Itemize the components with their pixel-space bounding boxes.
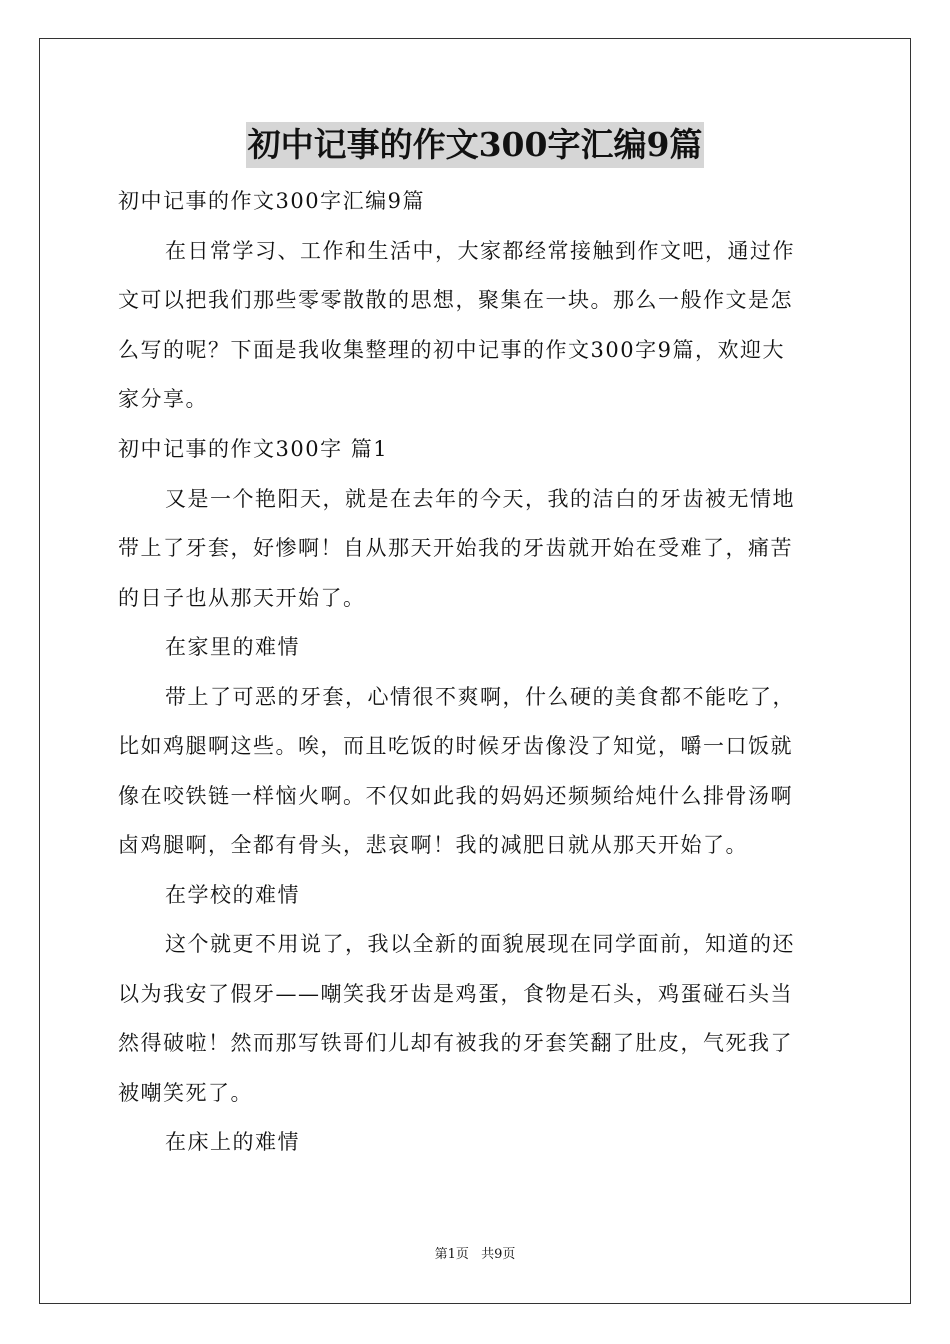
paragraph-line: 这个就更不用说了，我以全新的面貌展现在同学面前，知道的还 — [165, 932, 795, 956]
paragraph-line: 又是一个艳阳天，就是在去年的今天，我的洁白的牙齿被无情地 — [165, 487, 795, 511]
paragraph-line: 卤鸡腿啊，全都有骨头，悲哀啊！我的减肥日就从那天开始了。 — [118, 833, 748, 857]
section-heading: 初中记事的作文300字 篇1 — [118, 437, 389, 461]
paragraph-line: 比如鸡腿啊这些。唉，而且吃饭的时候牙齿像没了知觉，嚼一口饭就 — [118, 734, 793, 758]
page-number-total: 共9页 — [481, 1247, 516, 1262]
paragraph-line: 然得破啦！然而那写铁哥们儿却有被我的牙套笑翻了肚皮，气死我了 — [118, 1031, 793, 1055]
subheading-line: 在学校的难情 — [165, 883, 300, 907]
page-border — [39, 38, 911, 1304]
paragraph-line: 以为我安了假牙——嘲笑我牙齿是鸡蛋，食物是石头，鸡蛋碰石头当 — [118, 982, 793, 1006]
subtitle-line: 初中记事的作文300字汇编9篇 — [118, 189, 425, 213]
paragraph-line: 文可以把我们那些零零散散的思想，聚集在一块。那么一般作文是怎 — [118, 288, 793, 312]
title-container — [0, 122, 950, 168]
paragraph-line: 家分享。 — [118, 387, 208, 411]
paragraph-line: 带上了牙套，好惨啊！自从那天开始我的牙齿就开始在受难了，痛苦 — [118, 536, 793, 560]
page-number-current: 第1页 — [434, 1247, 469, 1262]
document-title: 初中记事的作文300字汇编9篇 — [246, 122, 705, 168]
subheading-line: 在家里的难情 — [165, 635, 300, 659]
paragraph-line: 的日子也从那天开始了。 — [118, 586, 366, 610]
page-footer — [0, 1246, 950, 1264]
paragraph-line: 么写的呢？下面是我收集整理的初中记事的作文300字9篇，欢迎大 — [118, 338, 785, 362]
paragraph-line: 在日常学习、工作和生活中，大家都经常接触到作文吧，通过作 — [165, 239, 795, 263]
paragraph-line: 被嘲笑死了。 — [118, 1081, 253, 1105]
paragraph-line: 带上了可恶的牙套，心情很不爽啊，什么硬的美食都不能吃了， — [165, 685, 795, 709]
paragraph-line: 像在咬铁链一样恼火啊。不仅如此我的妈妈还频频给炖什么排骨汤啊 — [118, 784, 793, 808]
subheading-line: 在床上的难情 — [165, 1130, 300, 1154]
